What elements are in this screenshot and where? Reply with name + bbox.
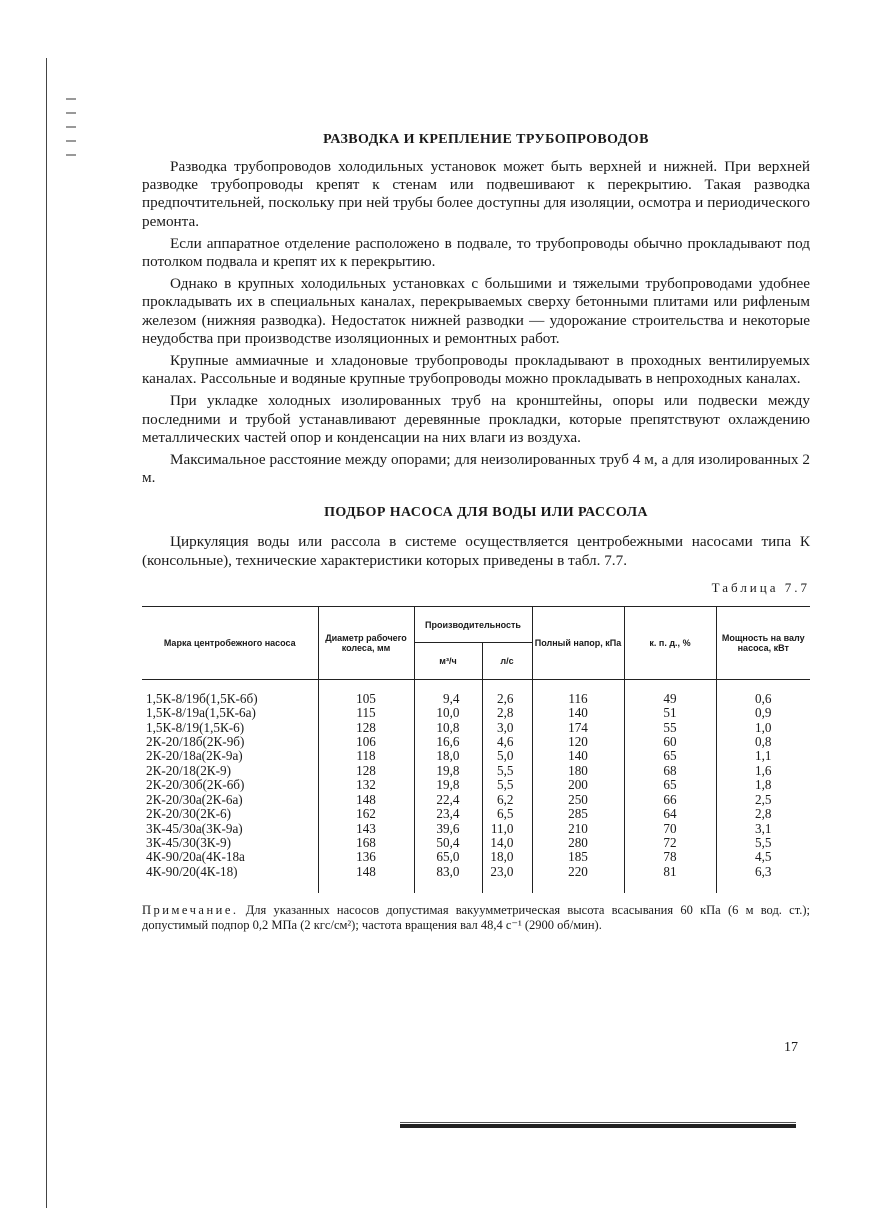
cell-diameter: 148 (318, 793, 414, 807)
section-title-pump-selection: ПОДБОР НАСОСА ДЛЯ ВОДЫ ИЛИ РАССОЛА (324, 505, 648, 521)
cell-model: 2К-20/18(2К-9) (146, 762, 231, 778)
cell-model: 2К-20/30а(2К-6а) (146, 791, 243, 807)
cell-efficiency: 70 (624, 822, 716, 836)
section-title-piping: РАЗВОДКА И КРЕПЛЕНИЕ ТРУБОПРОВОДОВ (323, 132, 649, 147)
cell-model: 2К-20/18а(2К-9а) (146, 748, 243, 764)
cell-head: 140 (532, 706, 624, 720)
cell-capacity-m3h: 18,0 (414, 749, 482, 763)
table-caption: Таблица 7.7 (711, 579, 810, 595)
margin-stamp-marks (60, 86, 84, 306)
cell-head: 280 (532, 836, 624, 850)
cell-efficiency: 68 (624, 764, 716, 778)
cell-diameter: 143 (318, 822, 414, 836)
cell-capacity-ls: 3,0 (482, 721, 532, 735)
cell-head: 116 (532, 679, 624, 706)
cell-capacity-m3h: 19,8 (414, 764, 482, 778)
cell-capacity-ls: 4,6 (482, 735, 532, 749)
cell-capacity-m3h: 19,8 (414, 778, 482, 792)
cell-capacity-m3h: 9,4 (414, 679, 482, 706)
cell-model: 2К-20/18б(2К-9б) (146, 734, 245, 750)
cell-capacity-ls: 2,6 (482, 679, 532, 706)
page-margin-line (46, 58, 47, 1208)
header-power: Мощность на валу насоса, кВт (716, 606, 810, 679)
header-efficiency: к. п. д., % (624, 606, 716, 679)
bottom-rule-thin (400, 1122, 796, 1123)
table-row (142, 721, 810, 735)
cell-diameter: 106 (318, 735, 414, 749)
table-row (142, 850, 810, 864)
header-head: Полный напор, кПа (532, 606, 624, 679)
pump-table (142, 606, 810, 893)
table-row (142, 679, 810, 706)
cell-capacity-ls: 23,0 (482, 865, 532, 893)
cell-efficiency: 60 (624, 735, 716, 749)
cell-power: 1,6 (716, 764, 810, 778)
cell-efficiency: 66 (624, 793, 716, 807)
cell-capacity-m3h: 50,4 (414, 836, 482, 850)
cell-diameter: 132 (318, 778, 414, 792)
cell-efficiency: 65 (624, 749, 716, 763)
table-header (142, 606, 810, 679)
table-row (142, 706, 810, 720)
cell-efficiency: 51 (624, 706, 716, 720)
cell-capacity-m3h: 10,0 (414, 706, 482, 720)
cell-power: 6,3 (716, 865, 810, 893)
cell-efficiency: 64 (624, 807, 716, 821)
cell-model: 1,5К-8/19а(1,5К-6а) (146, 705, 256, 721)
table-row (142, 793, 810, 807)
cell-capacity-ls: 6,5 (482, 807, 532, 821)
table-body (142, 679, 810, 893)
cell-power: 2,5 (716, 793, 810, 807)
cell-head: 180 (532, 764, 624, 778)
cell-capacity-m3h: 65,0 (414, 850, 482, 864)
table-row (142, 778, 810, 792)
cell-efficiency: 65 (624, 778, 716, 792)
page-number: 17 (784, 1040, 798, 1055)
cell-capacity-m3h: 16,6 (414, 735, 482, 749)
bottom-rule (400, 1124, 796, 1128)
table-row (142, 807, 810, 821)
cell-head: 120 (532, 735, 624, 749)
cell-capacity-m3h: 23,4 (414, 807, 482, 821)
cell-capacity-ls: 6,2 (482, 793, 532, 807)
header-capacity: Производительность (414, 606, 532, 643)
cell-efficiency: 78 (624, 850, 716, 864)
cell-head: 285 (532, 807, 624, 821)
cell-head: 200 (532, 778, 624, 792)
cell-power: 0,8 (716, 735, 810, 749)
cell-head: 140 (532, 749, 624, 763)
cell-power: 1,0 (716, 721, 810, 735)
header-diameter: Диаметр рабочего колеса, мм (318, 606, 414, 679)
table-row (142, 749, 810, 763)
cell-capacity-ls: 18,0 (482, 850, 532, 864)
cell-head: 174 (532, 721, 624, 735)
cell-head: 250 (532, 793, 624, 807)
cell-capacity-ls: 2,8 (482, 706, 532, 720)
cell-efficiency: 49 (624, 679, 716, 706)
cell-power: 5,5 (716, 836, 810, 850)
cell-model: 2К-20/30(2К-6) (146, 806, 231, 822)
paragraph: Крупные аммиачные и хладоновые трубопроводы прокладывают в проходных вентилируемых каналах. Рассольные и водяные крупные трубопроводы можно прокладывать в непроходных каналах. (142, 352, 810, 388)
cell-model: 4К-90/20(4К-18) (146, 863, 238, 879)
header-capacity-m3h: м³/ч (414, 643, 482, 680)
note-label: Примечание. (142, 903, 239, 918)
cell-model: 1,5К-8/19б(1,5К-6б) (146, 690, 258, 706)
cell-capacity-ls: 11,0 (482, 822, 532, 836)
cell-diameter: 118 (318, 749, 414, 763)
paragraph: Если аппаратное отделение расположено в подвале, то трубопроводы обычно прокладывают под потолком подвала и крепят их к перекрытию. (142, 234, 810, 271)
cell-power: 1,1 (716, 749, 810, 763)
cell-capacity-ls: 14,0 (482, 836, 532, 850)
table-row (142, 735, 810, 749)
cell-model: 2К-20/30б(2К-6б) (146, 777, 245, 793)
cell-diameter: 115 (318, 706, 414, 720)
cell-capacity-ls: 5,5 (482, 764, 532, 778)
paragraph: При укладке холодных изолированных труб на кронштейны, опоры или подвески между последними и трубой устанавливают деревянные прокладки, которые препятствуют охлаждению металлических частей опор и конденсации на них влаги из воздуха. (142, 392, 810, 446)
cell-efficiency: 55 (624, 721, 716, 735)
paragraph: Разводка трубопроводов холодильных установок может быть верхней и нижней. При верхней разводке трубопроводы крепят к стенам или подвешивают к перекрытию. Такая разводка предпочтительней, поскольку при ней трубы более доступны для изоляции, осмотра и периодического ремонта. (142, 158, 810, 230)
cell-model: 4К-90/20а(4К-18а (146, 849, 245, 865)
cell-diameter: 168 (318, 836, 414, 850)
cell-power: 3,1 (716, 822, 810, 836)
cell-diameter: 128 (318, 764, 414, 778)
cell-model: 1,5К-8/19(1,5К-6) (146, 719, 245, 735)
paragraph: Циркуляция воды или рассола в системе осуществляется центробежными насосами типа К (консольные), технические характеристики которых приведены в табл. 7.7. (142, 533, 810, 569)
cell-efficiency: 81 (624, 865, 716, 893)
cell-power: 2,8 (716, 807, 810, 821)
table-row (142, 836, 810, 850)
cell-head: 220 (532, 865, 624, 893)
cell-model: 3К-45/30(3К-9) (146, 834, 231, 850)
cell-power: 4,5 (716, 850, 810, 864)
header-capacity-ls: л/с (482, 643, 532, 680)
cell-capacity-m3h: 10,8 (414, 721, 482, 735)
cell-diameter: 105 (318, 679, 414, 706)
cell-power: 0,6 (716, 679, 810, 706)
table-row (142, 764, 810, 778)
header-model: Марка центробежного насоса (163, 637, 296, 648)
note-text: Для указанных насосов допустимая вакуумметрическая высота всасывания 60 кПа (6 м вод. ст.); допустимый подпор 0,2 МПа (2 кгс/см²); частота вращения вал 48,4 с⁻¹ (2900 об/мин). (142, 903, 810, 933)
cell-power: 1,8 (716, 778, 810, 792)
paragraph: Максимальное расстояние между опорами; для неизолированных труб 4 м, а для изолированных 2 м. (142, 451, 810, 487)
cell-capacity-m3h: 22,4 (414, 793, 482, 807)
cell-capacity-ls: 5,0 (482, 749, 532, 763)
cell-diameter: 136 (318, 850, 414, 864)
cell-diameter: 148 (318, 865, 414, 893)
cell-power: 0,9 (716, 706, 810, 720)
table-row (142, 822, 810, 836)
cell-capacity-m3h: 39,6 (414, 822, 482, 836)
table-row (142, 865, 810, 893)
cell-diameter: 128 (318, 721, 414, 735)
cell-efficiency: 72 (624, 836, 716, 850)
cell-head: 210 (532, 822, 624, 836)
paragraph: Однако в крупных холодильных установках с большими и тяжелыми трубопроводами удобнее прокладывать их в специальных каналах, перекрываемых сверху бетонными плитами или рифленым железом (нижняя разводка). Недостаток нижней разводки — удорожание строительства и некоторые неудобства при производстве изоляционных и ремонтных работ. (142, 275, 810, 347)
cell-head: 185 (532, 850, 624, 864)
cell-capacity-ls: 5,5 (482, 778, 532, 792)
page-content (142, 132, 810, 933)
cell-capacity-m3h: 83,0 (414, 865, 482, 893)
table-note (142, 903, 810, 933)
cell-model: 3К-45/30а(3К-9а) (146, 820, 243, 836)
cell-diameter: 162 (318, 807, 414, 821)
